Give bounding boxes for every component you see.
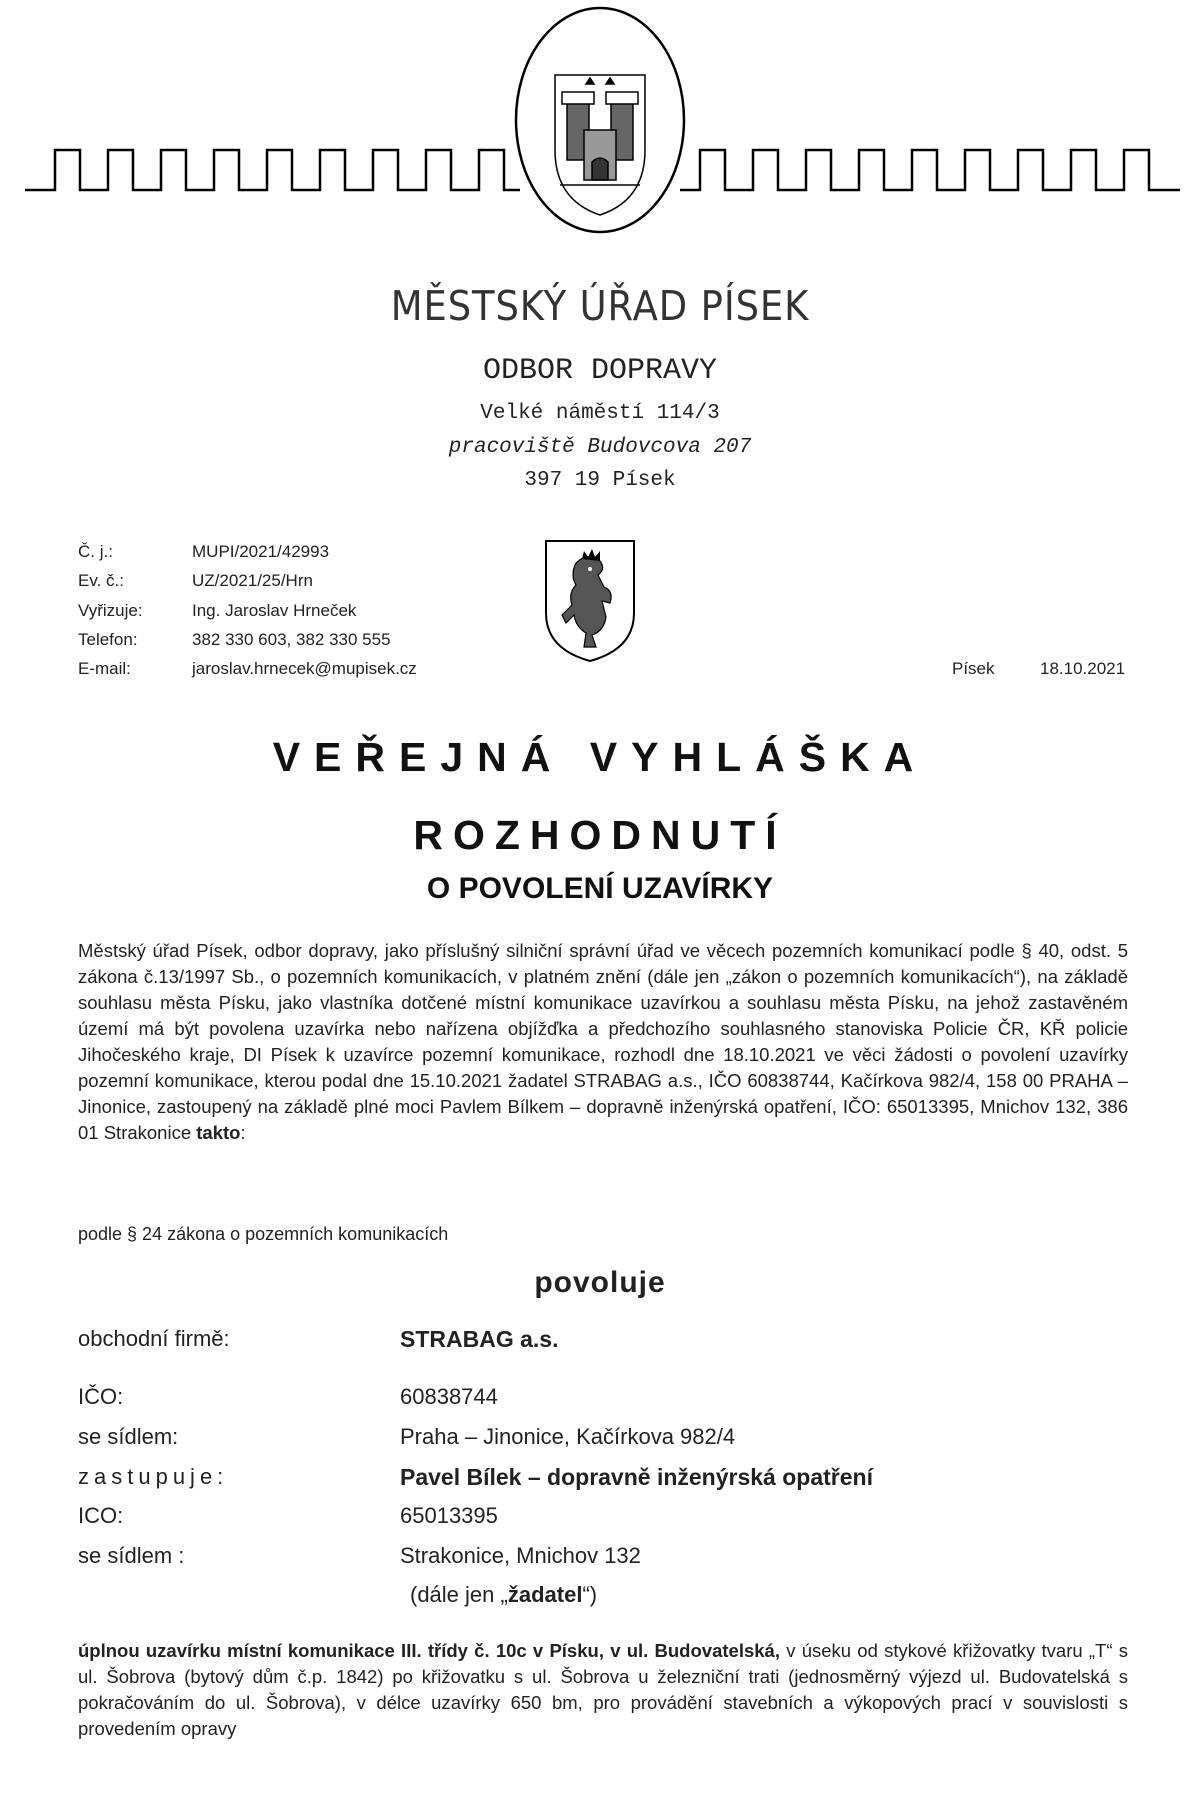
firm-label: obchodní firmě: xyxy=(78,1326,230,1351)
ico-label: IČO: xyxy=(78,1384,124,1409)
applicant-note xyxy=(410,1582,597,1608)
department-name: ODBOR DOPRAVY xyxy=(482,354,718,388)
registry-number-value: UZ/2021/25/Hrn xyxy=(192,571,313,590)
phone-value: 382 330 603, 382 330 555 xyxy=(192,630,391,649)
address-line-3: 397 19 Písek xyxy=(524,469,676,492)
office-name: MĚSTSKÝ ÚŘAD PÍSEK xyxy=(390,282,810,330)
city-crest-header xyxy=(0,0,1200,250)
seat-label: se sídlem: xyxy=(78,1424,179,1449)
subject-title: O POVOLENÍ UZAVÍRKY xyxy=(426,872,774,905)
firm-value: STRABAG a.s. xyxy=(400,1326,559,1352)
representative-label: zastupuje: xyxy=(78,1464,229,1489)
applicant-note-suffix: “) xyxy=(582,1582,598,1607)
legal-reference: podle § 24 zákona o pozemních komunikacích xyxy=(78,1224,449,1244)
date: 18.10.2021 xyxy=(1040,659,1126,678)
representative-seat-label: se sídlem : xyxy=(78,1543,185,1568)
intro-keyword: takto xyxy=(196,1122,241,1143)
ico-value: 60838744 xyxy=(400,1384,498,1409)
applicant-note-keyword: žadatel xyxy=(507,1582,583,1607)
email-value[interactable]: jaroslav.hrnecek@mupisek.cz xyxy=(192,659,417,678)
place: Písek xyxy=(952,659,995,678)
lion-coat-of-arms-icon xyxy=(540,535,640,665)
representative-ico-value: 65013395 xyxy=(400,1503,498,1528)
handler-value: Ing. Jaroslav Hrneček xyxy=(192,601,357,620)
email-label: E-mail: xyxy=(78,659,131,678)
representative-seat-value: Strakonice, Mnichov 132 xyxy=(400,1543,641,1568)
permits-heading: povoluje xyxy=(534,1266,666,1299)
seat-value: Praha – Jinonice, Kačírkova 982/4 xyxy=(400,1424,736,1449)
handler-label: Vyřizuje: xyxy=(78,601,143,620)
intro-paragraph xyxy=(78,938,1128,1146)
representative-value: Pavel Bílek – dopravně inženýrská opatření xyxy=(400,1464,873,1490)
applicant-note-prefix: (dále jen „ xyxy=(410,1582,508,1607)
registry-number-label: Ev. č.: xyxy=(78,571,124,590)
closure-lead: úplnou uzavírku místní komunikace III. třídy č. 10c v Písku, v ul. Budovatelská, xyxy=(78,1640,780,1661)
intro-text: Městský úřad Písek, odbor dopravy, jako příslušný silniční správní úřad ve věcech pozemních komunikací podle § 40, odst. 5 zákona č.13/1997 Sb., o pozemních komunikacích, v platném znění (dále jen „zákon o pozemních komunikacích“), na základě souhlasu města Písku, jako vlastníka dotčené místní komunikace uzavírkou a souhlasu města Písku, na jehož zastavěném území má být povolena uzavírka nebo nařízena objížďka a předchozího souhlasného stanoviska Policie ČR, KŘ policie Jihočeského kraje, DI Písek k uzavírce pozemní komunikace, rozhodl dne 18.10.2021 ve věci žádosti o povolení uzavírky pozemní komunikace, kterou podal dne 15.10.2021 žadatel STRABAG a.s., IČO 60838744, Kačírkova 982/4, 158 00 PRAHA – Jinonice, zastoupený na základě plné moci Pavlem Bílkem – dopravně inženýrská opatření, IČO: 65013395, Mnichov 132, 386 01 Strakonice xyxy=(78,940,1128,1143)
representative-ico-label: ICO: xyxy=(78,1503,124,1528)
closure-text: v úseku od stykové křižovatky tvaru „T“ s ul. Šobrova (bytový dům č.p. 1842) po křižovatku s ul. Šobrova u železniční trati (jednosměrný výjezd ul. Budovatelská s pokračováním do ul. Šobrova), v délce uzavírky 650 bm, pro provádění stavebních a výkopových prací v souvislosti s provedením opravy xyxy=(78,1640,1128,1739)
address-line-1: Velké náměstí 114/3 xyxy=(480,402,720,425)
public-notice-title: VEŘEJNÁ VYHLÁŠKA xyxy=(272,734,928,780)
castle-emblem-icon xyxy=(555,75,645,215)
intro-colon: : xyxy=(240,1122,246,1143)
reference-number-value: MUPI/2021/42993 xyxy=(192,542,330,561)
decision-title: ROZHODNUTÍ xyxy=(413,812,787,858)
phone-label: Telefon: xyxy=(78,630,138,649)
address-line-2: pracoviště Budovcova 207 xyxy=(448,436,752,459)
reference-number-label: Č. j.: xyxy=(78,542,113,561)
closure-paragraph xyxy=(78,1638,1128,1742)
